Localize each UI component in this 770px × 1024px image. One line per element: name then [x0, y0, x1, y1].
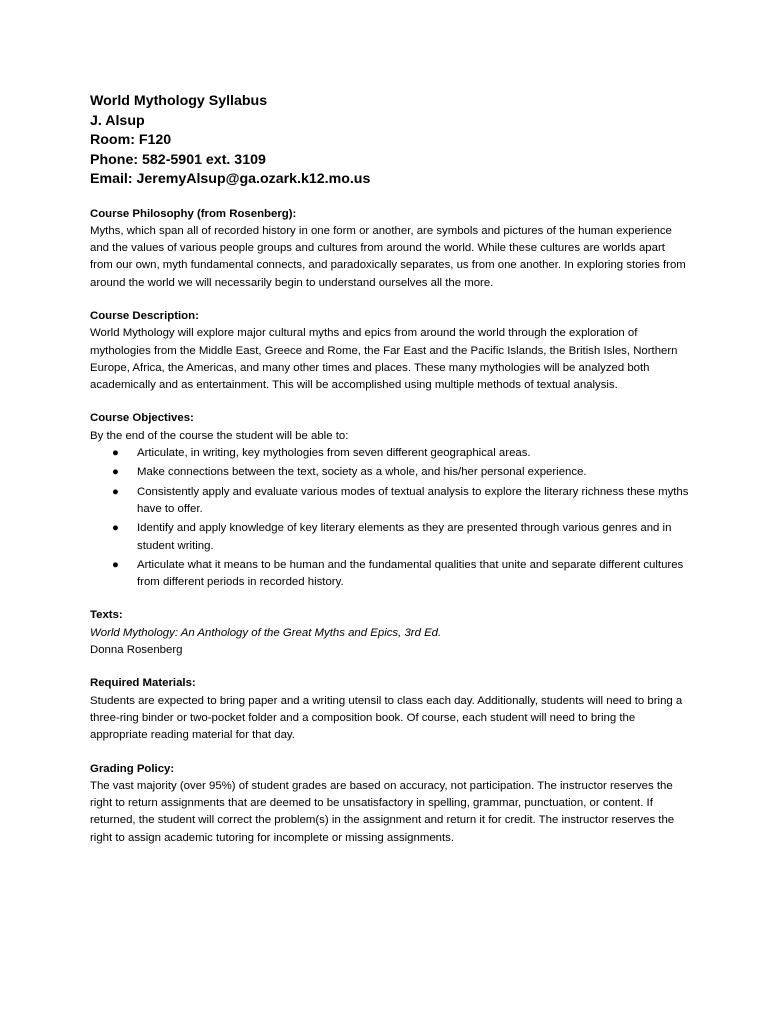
course-philosophy-text: Myths, which span all of recorded history in one form or another, are symbols and pictures of the human experience and the values of various people groups and cultures from around the world. While these cultures are worlds apart from our own, myth fundamental connects, and paradoxically separates, us from one another. In exploring stories from around the world we will necessarily begin to understand ourselves all the more. — [90, 224, 686, 289]
bullet-icon: ● — [112, 558, 119, 571]
texts-section — [90, 607, 690, 659]
list-item — [90, 445, 690, 462]
bullet-icon: ● — [112, 466, 119, 479]
list-item — [90, 557, 690, 592]
required-materials-heading: Required Materials: — [90, 677, 196, 690]
objective-text: Identify and apply knowledge of key literary elements as they are presented through various genres and in student writing. — [137, 522, 672, 552]
course-objectives-heading: Course Objectives: — [90, 412, 194, 425]
list-item — [90, 484, 690, 519]
bullet-icon: ● — [112, 522, 119, 535]
bullet-icon: ● — [112, 447, 119, 460]
course-philosophy-heading: Course Philosophy (from Rosenberg): — [90, 207, 297, 220]
syllabus-header — [90, 92, 690, 190]
course-philosophy-section — [90, 206, 690, 292]
textbook-title: World Mythology: An Anthology of the Great Myths and Epics, 3rd Ed. — [90, 626, 442, 639]
texts-heading: Texts: — [90, 609, 123, 622]
objective-text: Consistently apply and evaluate various modes of textual analysis to explore the literary richness these myths have to offer. — [137, 485, 689, 515]
grading-policy-text: The vast majority (over 95%) of student grades are based on accuracy, not participation. The instructor reserves the right to return assignments that are deemed to be unsatisfactory in spelling, grammar, punctuation, or content. If returned, the student will correct the problem(s) in the assignment and return it for credit. The instructor reserves the right to assign academic tutoring for incomplete or missing assignments. — [90, 779, 675, 844]
grading-policy-section — [90, 761, 690, 847]
bullet-icon: ● — [112, 485, 119, 498]
course-objectives-section — [90, 410, 690, 591]
course-description-heading: Course Description: — [90, 309, 199, 322]
list-item — [90, 520, 690, 555]
objective-text: Articulate, in writing, key mythologies from seven different geographical areas. — [137, 447, 531, 460]
textbook-author: Donna Rosenberg — [90, 644, 183, 657]
required-materials-text: Students are expected to bring paper and a writing utensil to class each day. Additionally, students will need to bring a three-ring binder or two-pocket folder and a composition book. Of course, each student will need to bring the appropriate reading material for that day. — [90, 694, 683, 742]
course-description-text: World Mythology will explore major cultural myths and epics from around the world through the exploration of mythologies from the Middle East, Greece and Rome, the Far East and the Pacific Islands, the British Isles, Northern Europe, Africa, the Americas, and many other times and places. These many mythologies will be analyzed both academically and as entertainment. This will be accomplished using multiple methods of textual analysis. — [90, 327, 678, 392]
required-materials-section — [90, 675, 690, 744]
syllabus-page — [90, 92, 690, 863]
phone-number: Phone: 582-5901 ext. 3109 — [90, 151, 266, 168]
email-address: Email: JeremyAlsup@ga.ozark.k12.mo.us — [90, 171, 371, 187]
course-description-section — [90, 308, 690, 394]
objective-text: Articulate what it means to be human and the fundamental qualities that unite and separate different cultures from different periods in recorded history. — [137, 558, 684, 589]
objective-text: Make connections between the text, society as a whole, and his/her personal experience. — [137, 466, 587, 479]
document-title: World Mythology Syllabus — [90, 93, 268, 109]
instructor-name: J. Alsup — [90, 112, 145, 129]
course-objectives-intro: By the end of the course the student will be able to: — [90, 429, 349, 442]
list-item — [90, 464, 690, 481]
room-number: Room: F120 — [90, 132, 172, 148]
objectives-list — [90, 445, 690, 591]
grading-policy-heading: Grading Policy: — [90, 762, 175, 775]
